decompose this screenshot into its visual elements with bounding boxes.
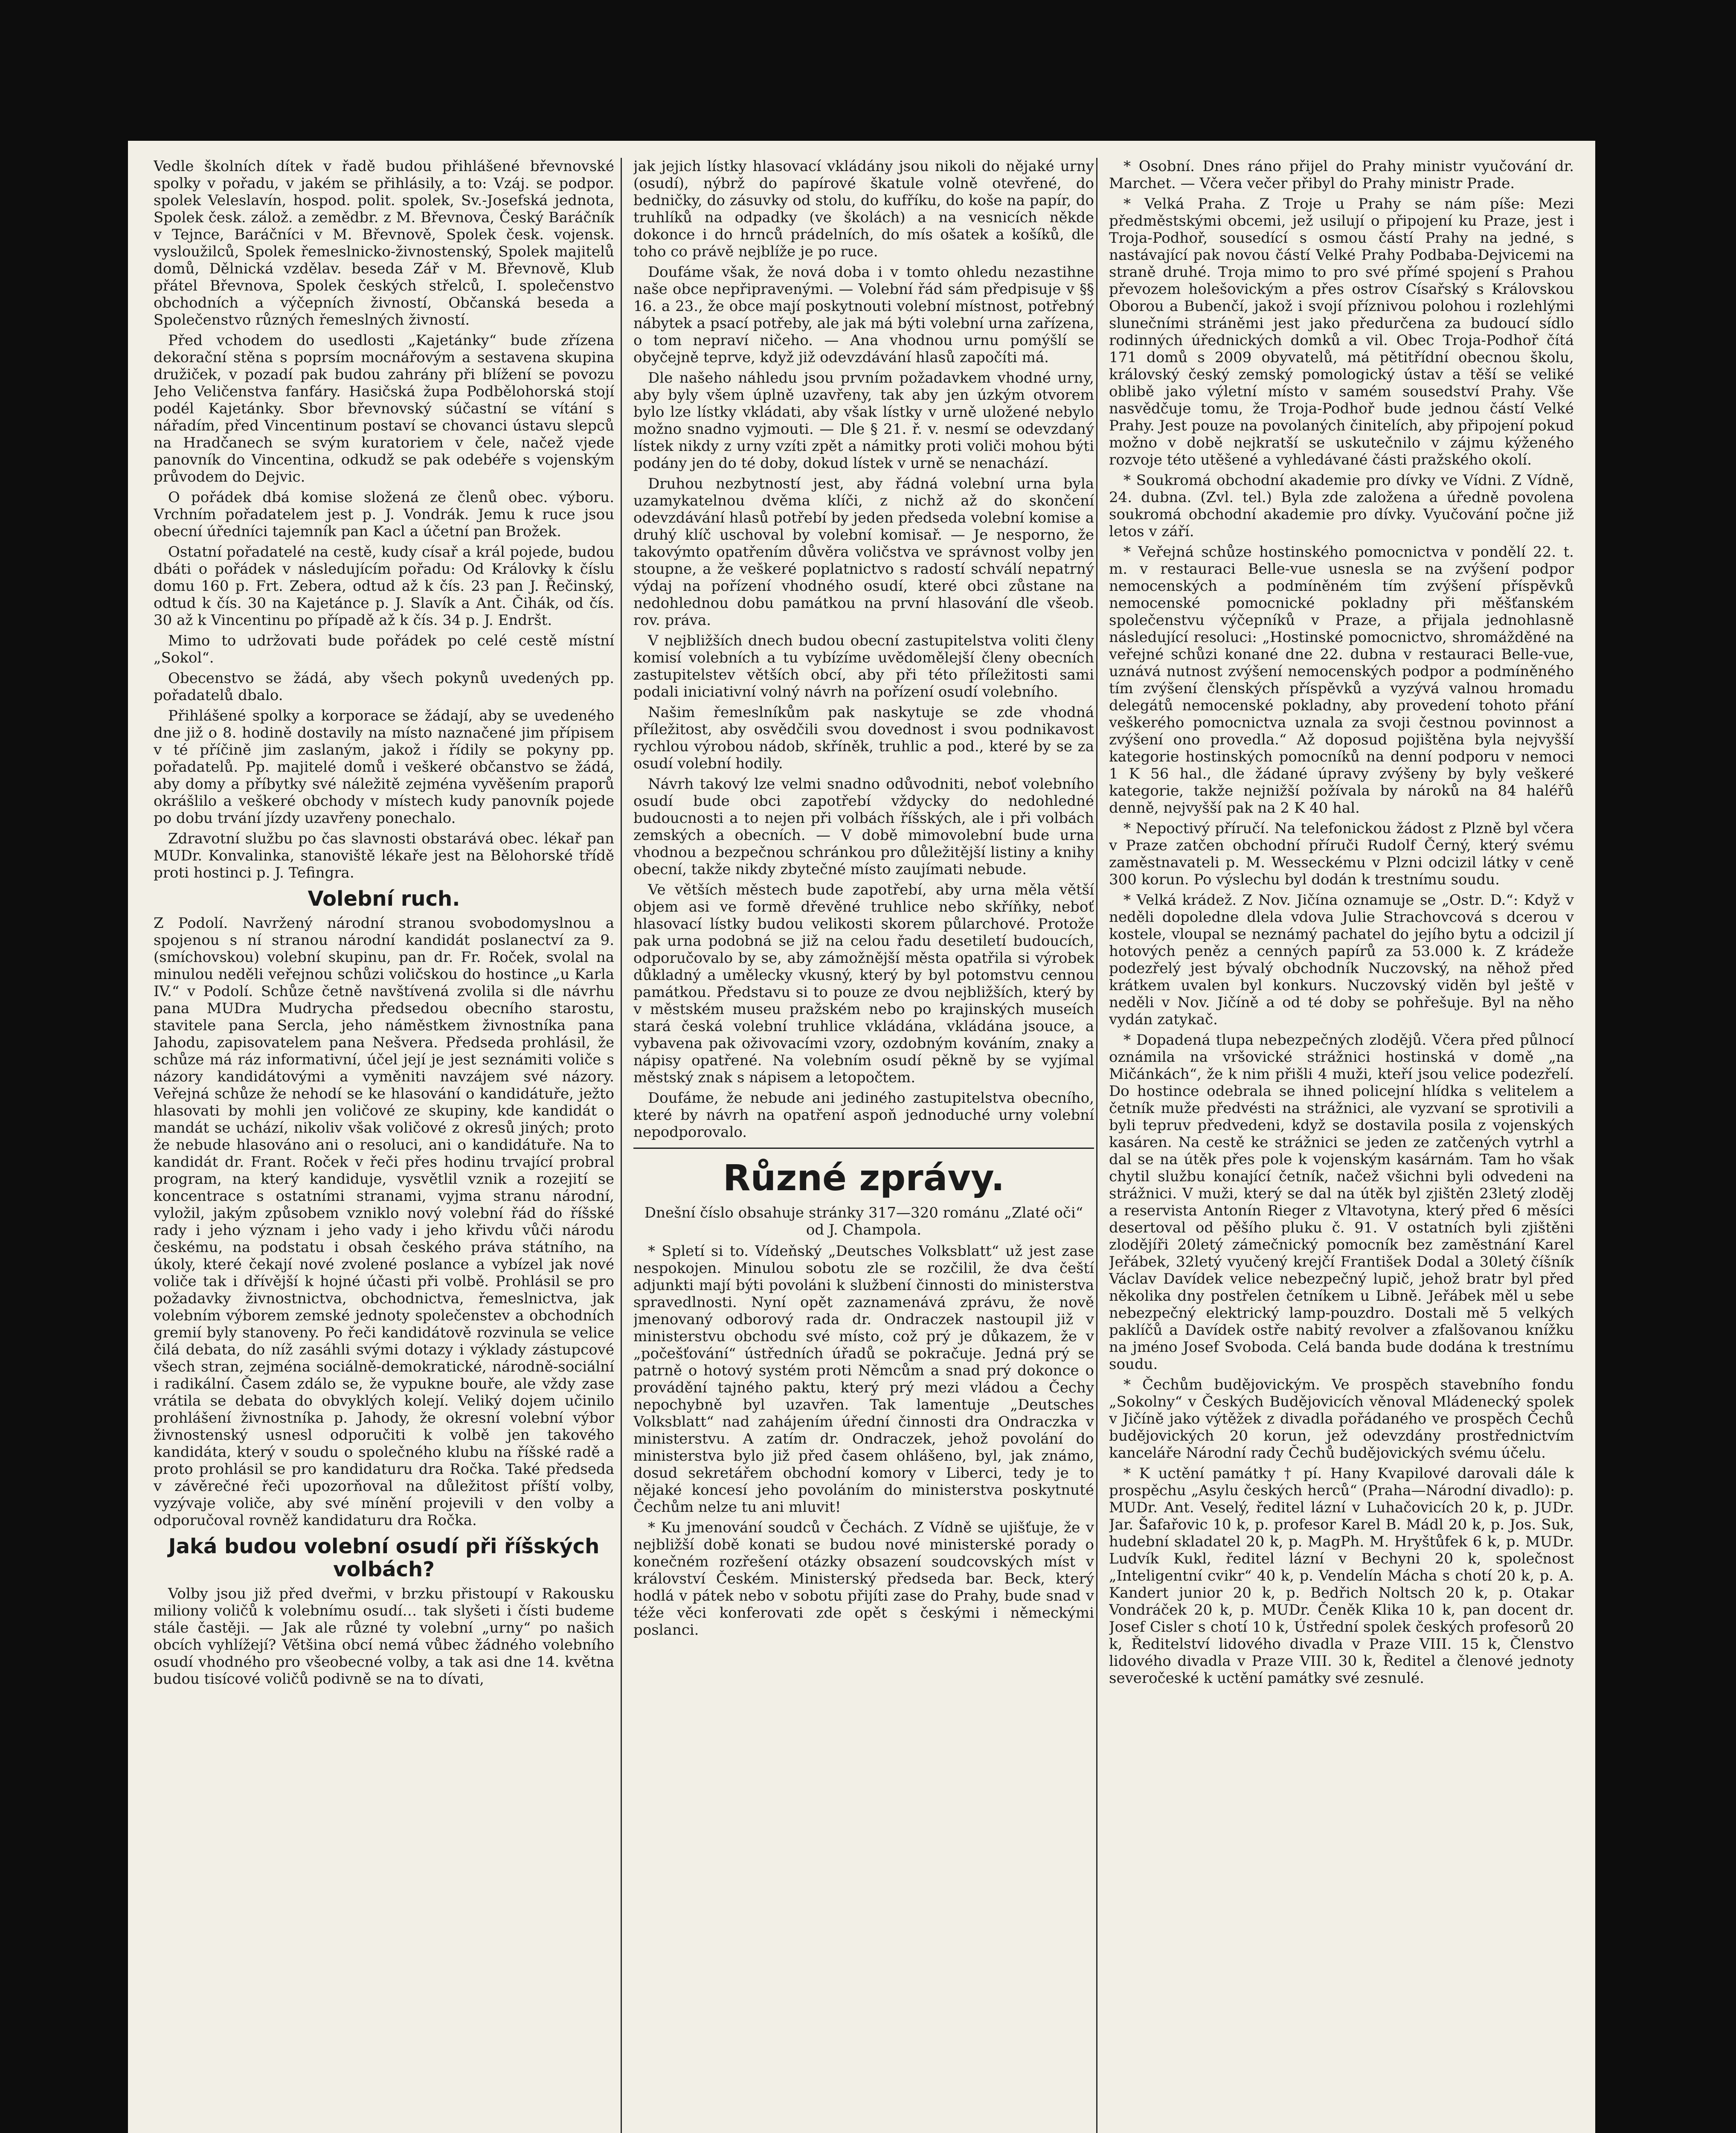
article-paragraph: Mimo to udržovati bude pořádek po celé cestě místní „Sokol“. xyxy=(154,632,614,666)
article-paragraph: Obecenstvo se žádá, aby všech pokynů uvedených pp. pořadatelů dbalo. xyxy=(154,670,614,704)
article-paragraph: Volby jsou již před dveřmi, v brzku přistoupí v Rakousku miliony voličů k volebnímu osudí… tak slyšeti i čísti budeme stále častěji. — Jak ale různé ty volební „urny“ po našich obcích vyhlížejí? Většina obcí nemá vůbec žádného volebního osudí vhodného pro všeobecné volby, a tak asi dne 14. května budou tisícové voličů podivně se na to dívati, xyxy=(154,1585,614,1688)
article-paragraph: Doufáme však, že nová doba i v tomto ohledu nezastihne naše obce nepřipravenými. — Volební řád sám předpisuje v §§ 16. a 23., že obce mají poskytnouti volební místnost, potřebný nábytek a psací potřeby, ale jak má býti volební urna zařízena, o tom nepraví ničeho. — Ana vhodnou urnu pomýšlí se obyčejně teprve, když již odevzdávání hlasů započíti má. xyxy=(633,264,1094,366)
article-paragraph: Návrh takový lze velmi snadno odůvodniti, neboť volebního osudí bude obci zapotřebí vždycky do nedohledné budoucnosti a to nejen při volbách říšských, ale i při volbách zemských a obecních. — V době mimovolební bude urna vhodnou a bezpečnou schránkou pro důležitější listiny a knihy obecní, takže nikdy zbytečné místo zaujímati nebude. xyxy=(633,776,1094,878)
article-paragraph: Doufáme, že nebude ani jediného zastupitelstva obecního, které by návrh na opatření aspoň jednoduché urny volební nepodporovalo. xyxy=(633,1090,1094,1141)
column-middle xyxy=(633,158,1094,2133)
article-paragraph: V nejbližších dnech budou obecní zastupitelstva voliti členy komisí volebních a tu vybízíme uvědomělejší členy obecních zastupitelstev větších obcí, aby při této příležitosti sami podali iniciativní volný návrh na pořízení osudí volebního. xyxy=(633,632,1094,700)
news-item: * Veřejná schůze hostinského pomocnictva v pondělí 22. t. m. v restauraci Belle-vue usnesla se na zvýšení podpor nemocenských a podmíněném tím zvýšení příspěvků nemocenské pomocnické pokladny při měšťanském společenstvu výčepníků v Praze, a přijala jednohlasně následující resoluci: „Hostinské pomocnictvo, shromážděné na veřejné schůzi konané dne 22. dubna v restauraci Belle-vue, uznává nutnost zvýšení nemocenských podpor a podmíněného tím zvýšení členských příspěvků a vyzývá valnou hromadu delegátů nemocenské pokladny, aby provedení tohoto přání veškerého pomocnictva uznala za svoji čestnou povinnost a zvýšení ono provedla.“ Až doposud pojištěna byla nejvyšší kategorie hostinských pomocníků na denní podporu v nemoci 1 K 56 hal., dle žádané úpravy zvýšeny by byly veškeré kategorie, takže nejnižší požívala by nároků na 84 haléřů denně, nejvyšší pak na 2 K 40 hal. xyxy=(1109,543,1574,817)
news-item: * K uctění památky † pí. Hany Kvapilové darovali dále k prospěchu „Asylu českých herců“ (Praha—Národní divadlo): p. MUDr. Ant. Veselý, ředitel lázní v Luhačovicích 20 k, p. JUDr. Jar. Šafařovic 10 k, p. profesor Karel B. Mádl 20 k, p. Jos. Suk, hudební skladatel 20 k, p. MagPh. M. Hryštůfek 6 k, p. MUDr. Ludvík Kukl, ředitel lázní v Bechyni 20 k, společnost „Inteligentní cvikr“ 40 k, p. Vendelín Mácha s chotí 20 k, p. A. Kandert junior 20 k, p. Bedřich Noltsch 20 k, p. Otakar Vondráček 20 k, p. MUDr. Čeněk Klika 10 k, pan docent dr. Josef Cisler s chotí 10 k, Ústřední spolek českých profesorů 20 k, Ředitelství lidového divadla v Praze VIII. 15 k, Členstvo lidového divadla v Praze VIII. 30 k, Ředitel a členové jednoty severočeské k uctění památky své zesnulé. xyxy=(1109,1465,1574,1687)
article-paragraph: O pořádek dbá komise složená ze členů obec. výboru. Vrchním pořadatelem jest p. J. Vondrák. Jemu k ruce jsou obecní úředníci tajemník pan Kacl a účetní pan Brožek. xyxy=(154,489,614,540)
article-paragraph: Z Podolí. Navržený národní stranou svobodomyslnou a spojenou s ní stranou národní kandidát poslanectví za 9. (smíchovskou) volební skupinu, pan dr. Fr. Roček, svolal na minulou neděli veřejnou schůzi voličskou do hostince „u Karla IV.“ v Podolí. Schůze četně navštívená zvolila si dle návrhu pana MUDra Mudrycha předsedou obecního starostu, stavitele pana Sercla, jeho náměstkem živnostníka pana Jahodu, zapisovatelem pana Nešvera. Předseda prohlásil, že schůze má ráz informativní, účel její je jest seznámiti voliče s názory kandidátovými a vyměniti navzájem své názory. Veřejná schůze že nehodí se ke hlasování o kandidátuře, ježto hlasovati by mohli jen voličové ze skupiny, kde kandidát o mandát se uchází, nikoliv však voličové z okresů jiných; proto že nebude hlasováno ani o resoluci, ani o kandidátuře. Na to kandidát dr. Frant. Roček v řeči přes hodinu trvající probral program, na který kandiduje, vysvětlil vznik a rozejití se koncentrace s ostatními stranami, vyjma stranu národní, vyložil, jakým způsobem vzniklo nový volební řád do říšské rady i jeho význam i jeho vady i jeho křivdu vůči národu českému, na podstatu i obsah českého práva státního, na úkoly, které čekají nové zvolené poslance a vybízel jak nové voliče tak i dřívější k hojné účasti při volbě. Prohlásil se pro požadavky živnostnictva, obchodnictva, řemeslnictva, jak volebním výborem zemské jednoty společenstev a obchodních gremií byly stanoveny. Po řeči kandidátově rozvinula se velice čilá debata, do níž zasáhli svými dotazy i výklady zástupcové všech stran, zejména sociálně-demokratické, národně-sociální i radikální. Časem zdálo se, že vypukne bouře, ale vždy zase vrátila se debata do obvyklých kolejí. Veliký dojem učinilo prohlášení živnostníka p. Jahody, že okresní volební výbor živnostenský usnesl odporučiti k volbě jen takového kandidáta, který v soudu o společného klubu na říšské radě a proto prohlásil se pro kandidaturu dra Ročka. Také předseda v závěrečné řeči upozorňoval na důležitost příští volby, vyzývaje voliče, aby své mínění projevili v den volby a odporučoval rovněž kandidaturu dra Ročka. xyxy=(154,915,614,1529)
article-paragraph: Přihlášené spolky a korporace se žádají, aby se uvedeného dne již o 8. hodině dostavily na místo naznačené jim přípisem v té příčině jim zaslaným, jakož i řídily se pokyny pp. pořadatelů. Pp. majitelé domů i veškeré občanstvo se žádá, aby domy a příbytky své náležitě zejména vyvěšením praporů okrášlilo a veškeré obchody v místech kudy panovník pojede po dobu trvání jízdy uzavřeny ponechalo. xyxy=(154,707,614,827)
article-paragraph: Vedle školních dítek v řadě budou přihlášené břevnovské spolky v pořadu, v jakém se přihlásily, a to: Vzáj. se podpor. spolek Veleslavín, hospod. polit. spolek, Sv.-Josefská jednota, Spolek česk. zálož. a zemědbr. z M. Břevnova, Český Baráčník v Tejnce, Baráčníci v M. Břevnově, Spolek česk. vojensk. vysloužilců, Spolek řemeslnicko-živnostenský, Spolek majitelů domů, Dělnická vzdělav. beseda Zář v M. Břevnově, Klub přátel Břevnova, Spolek českých střelců, I. společenstvo obchodních a výčepních živností, Občanská beseda a Společenstvo různých řemeslných živností. xyxy=(154,158,614,328)
column-divider xyxy=(621,158,622,2133)
article-paragraph: Ve větších městech bude zapotřebí, aby urna měla větší objem asi ve formě dřevěné truhlice nebo skříňky, neboť hlasovací lístky budou velikosti skorem půlarchové. Protože pak urna podobná se již na celou řadu desetiletí budoucích, odporučovalo by se, aby zámožnější města opatřila si výrobek důkladný a umělecky vkusný, který by byl potomstvu cennou památkou. Představu si to pouze ze dvou nejbližších, který by v městském museu pražském nebo po krajinských museích stará česká volební truhlice vkládána, vkládána jsouce, a vybavena pak oživovacími vzory, ozdobným kováním, znaky a nápisy opatřené. Na volebním osudí pěkně by se vyjímal městský znak s nápisem a letopočtem. xyxy=(633,881,1094,1086)
article-paragraph: Před vchodem do usedlosti „Kajetánky“ bude zřízena dekorační stěna s poprsím mocnářovým a sestavena skupina družiček, v pozadí pak budou zahrány při blížení se povozu Jeho Veličenstva fanfáry. Hasičská župa Podbělohorská stojí podél Kajetánky. Sbor břevnovský súčastní se vítání s nářadím, před Vincentinum postaví se chovanci ústavu slepců na Hradčanech se svým kuratoriem v čele, načež vjede panovník do Vincentina, odkudž se pak odebéře s vojenským průvodem do Dejvic. xyxy=(154,332,614,485)
column-left xyxy=(154,158,614,2133)
news-item: * Ku jmenování soudců v Čechách. Z Vídně se ujišťuje, že v nejbližší době konati se budou nové ministerské porady o konečném rozřešení otázky obsazení soudcovských míst v království Českém. Ministerský předseda bar. Beck, který hodlá v pátek nebo v sobotu přijíti zase do Prahy, bude snad v téže věci konferovati zde opět s českými i německými poslanci. xyxy=(633,1519,1094,1639)
news-item: * Nepoctivý příručí. Na telefonickou žádost z Plzně byl včera v Praze zatčen obchodní příruči Rudolf Černý, který svému zaměstnavateli p. M. Wesseckému v Plzni odcizil látky v ceně 300 korun. Po výslechu byl dodán k trestnímu soudu. xyxy=(1109,820,1574,888)
article-paragraph: Našim řemeslníkům pak naskytuje se zde vhodná příležitost, aby osvědčili svou dovednost i svou podnikavost rychlou výrobou nádob, skříněk, truhlic a pod., které by se za osudí volební hodily. xyxy=(633,704,1094,772)
news-item: * Velká krádež. Z Nov. Jičína oznamuje se „Ostr. D.“: Když v neděli dopoledne dlela vdova Julie Strachovcová s dcerou v kostele, vloupal se neznámý pachatel do jejího bytu a odcizil jí hotových peněz a cenných papírů za 53.000 k. Z krádeže podezřelý jest bývalý obchodník Nuczovský, na něhož před krátkem uvalen byl konkurs. Nuczovský viděn byl ještě v neděli v Nov. Jičíně a od té doby se pohřešuje. Byl na něho vydán zatykač. xyxy=(1109,892,1574,1028)
article-paragraph: Dle našeho náhledu jsou prvním požadavkem vhodné urny, aby byly všem úplně uzavřeny, tak aby jen úzkým otvorem bylo lze lístky vkládati, aby však lístky v urně uložené nebylo možno snadno vyjmouti. — Dle § 21. ř. v. nesmí se odevzdaný lístek nikdy z urny vzíti zpět a námitky proti voliči mohou býti podány jen do té doby, dokud lístek v urně se nenachází. xyxy=(633,369,1094,472)
news-item: * Čechům budějovickým. Ve prospěch stavebního fondu „Sokolny“ v Českých Budějovicích věnoval Mládenecký spolek v Jičíně jako výtěžek z divadla pořádaného ve prospěch Čechů budějovických 20 korun, jež odevzdány prostřednictvím kanceláře Národní rady Čechů budějovických svému účelu. xyxy=(1109,1376,1574,1462)
article-paragraph: Zdravotní službu po čas slavnosti obstarává obec. lékař pan MUDr. Konvalinka, stanoviště lékaře jest na Bělohorské třídě proti hostinci p. J. Tefingra. xyxy=(154,830,614,881)
section-heading: Jaká budou volební osudí při říšských volbách? xyxy=(168,1534,600,1581)
section-heading: Volební ruch. xyxy=(308,887,460,911)
news-item: * Dopadená tlupa nebezpečných zlodějů. Včera před půlnocí oznámila na vršovické strážnici hostinská v domě „na Mičánkách“, že k nim přišli 4 muži, kteří jsou velice podezřelí. Do hostince odebrala se ihned policejní hlídka s velitelem a četník muže předvésti na strážnici, ale vyzvaní se sprotivili a byli tepruv předvedeni, když se dostavila posila z vojenských kasáren. Na cestě ke strážnici se jeden ze zatčených vytrhl a dal se na útěk přes pole k vojenským kasárnám. Tam ho však chytil službu konající četník, načež všichni byli odvedeni na strážnici. V muži, který se dal na útěk byl zjištěn 23letý zloděj a reservista Antonín Rieger z Vltavotyna, který před 6 měsíci desertoval od pěšího pluku č. 91. V ostatních byli zjištěni zlodějíři 20letý zámečnický pomocník bez zaměstnání Karel Jeřábek, 32letý vyučený krejčí František Dodal a 30letý číšník Václav Davídek velice nebezpečný lupič, jehož bratr byl před několika dny postřelen četníkem u Libně. Jeřábek měl u sebe nebezpečný elektrický lamp-pouzdro. Dostali mě 5 velkých paklíčů a Davídek ostře nabitý revolver a zfalšovanou knížku na jméno Josef Svoboda. Celá banda bude dodána k trestnímu soudu. xyxy=(1109,1032,1574,1373)
news-item: * Soukromá obchodní akademie pro dívky ve Vídni. Z Vídně, 24. dubna. (Zvl. tel.) Byla zde založena a úředně povolena soukromá obchodní akademie pro dívky. Vyučování počne již letos v září. xyxy=(1109,472,1574,540)
article-paragraph: Druhou nezbytností jest, aby řádná volební urna byla uzamykatelnou dvěma klíči, z nichž až do skončení odevzdávání hlasů potřebí by jeden předseda volební komise a druhý klíč uschoval by volební komisař. — Je nesporno, že takovýmto opatřením důvěra voličstva ve správnost volby jen stoupne, a že veškeré poplatnictvo s radostí schválí nepatrný výdaj na pořízení vhodného osudí, které obci zůstane na nedohlednou dobu památkou na první hlasování dle všeob. rov. práva. xyxy=(633,475,1094,629)
section-heading-news: Různé zprávy. xyxy=(723,1157,1005,1199)
article-paragraph: jak jejich lístky hlasovací vkládány jsou nikoli do nějaké urny (osudí), nýbrž do papírové škatule volně otevřené, do bedničky, do zásuvky od stolu, do kufříku, do koše na papír, do truhlíků na odpadky (ve školách) a na vesnicích někde dokonce i do hrnců prádelních, do mís ošatek a košíků, dle toho co právě nejblíže je po ruce. xyxy=(633,158,1094,260)
column-divider xyxy=(1096,158,1097,2133)
article-paragraph: Ostatní pořadatelé na cestě, kudy císař a král pojede, budou dbáti o pořádek v následujícím pořadu: Od Královky k číslu domu 160 p. Frt. Zebera, odtud až k čís. 23 pan J. Řečinský, odtud k čís. 30 na Kajetánce p. J. Slavík a Ant. Čihák, od čís. 30 až k Vincentinu po případě až k čís. 34 p. J. Endršt. xyxy=(154,543,614,629)
news-item: * Velká Praha. Z Troje u Prahy se nám píše: Mezi předměstskými obcemi, jež usilují o připojení ku Praze, jest i Troja-Podhoř, sousedící s osmou částí Prahy na jedné, s nastávající pak novou částí Velké Prahy Podbaba-Dejvicemi na straně druhé. Troja mimo to pro své přímé spojení s Prahou převozem holešovickým a přes ostrov Císařský s Královskou Oborou a Bubenčí, jakož i svojí příznivou polohou i rozlehlými slunečními stráněmi jest jako předurčena za budoucí sídlo rodinných úřednických domků a vil. Obec Troja-Podhoř čítá 171 domů s 2009 obyvatelů, má pětitřídní obecnou školu, královský český zemský pomologický ústav a těší se veliké oblibě jako výletní místo v samém sousedství Prahy. Vše nasvědčuje tomu, že Troja-Podhoř bude jednou částí Velké Prahy. Jest pouze na povolaných činitelích, aby připojení pokud možno v době nejkratší se uskutečnilo v zájmu kýženého rozvoje této utěšené a vyhledávané části pražského okolí. xyxy=(1109,195,1574,468)
column-right xyxy=(1109,158,1574,2133)
news-item: * Spletí si to. Vídeňský „Deutsches Volksblatt“ už jest zase nespokojen. Minulou sobotu zle se rozčilil, že dva čeští adjunkti mají býti povoláni k službení činnosti do ministerstva spravedlnosti. Nyní opět zaznamenává zprávu, že nově jmenovaný odborový rada dr. Ondraczek nastoupil již v ministerstvu obchodu své místo, což prý je důkazem, že v „počešťování“ ústředních úřadů se pokračuje. Jedná prý se patrně o hotový systém proti Němcům a snad prý dokonce o provádění tajného paktu, který prý mezi vládou a Čechy nepochybně byl uzavřen. Tak lamentuje „Deutsches Volksblatt“ nad zahájením úřední činnosti dra Ondraczka v ministerstvu. A zatím dr. Ondraczek, jehož povolání do ministerstva bylo již před časem ohlášeno, byl, jak známo, dosud sekretářem obchodní komory v Liberci, tedy je to nějaké koncesí jeho povoláním do ministerstva poskytnuté Čechům nelze tu ani mluvit! xyxy=(633,1243,1094,1516)
novel-notice: Dnešní číslo obsahuje stránky 317—320 románu „Zlaté oči“ od J. Champola. xyxy=(644,1204,1083,1238)
newspaper-page xyxy=(128,141,1595,2133)
news-item: * Osobní. Dnes ráno přijel do Prahy ministr vyučování dr. Marchet. — Včera večer přibyl do Prahy ministr Prade. xyxy=(1109,158,1574,192)
section-rule xyxy=(633,1148,1094,1149)
